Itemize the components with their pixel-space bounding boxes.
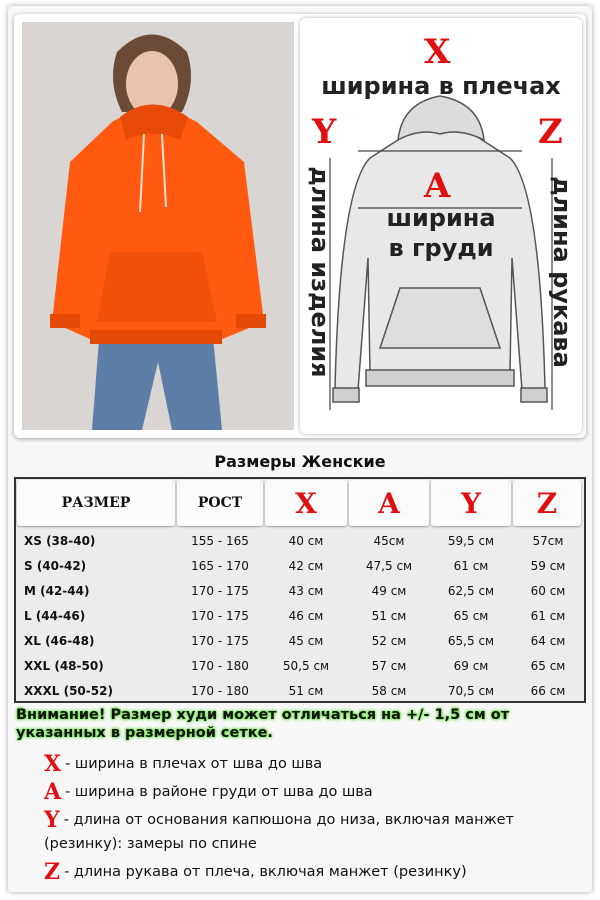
cell-z: 57см [532,533,564,548]
cell-x: 42 см [288,558,324,573]
cell-z: 64 см [530,633,566,648]
header-z: Z [513,480,581,526]
cell-y: 61 см [453,558,489,573]
size-notice-line1: Внимание! Размер худи может отличаться на +/- 1,5 см от [16,707,510,723]
cell-y: 62,5 см [447,583,495,598]
cell-height: 170 - 180 [191,658,249,673]
cell-size: XXL (48-50) [24,658,104,673]
cell-a: 57 см [371,658,407,673]
cell-height: 170 - 175 [191,608,249,623]
legend-item [44,860,584,884]
size-table [14,477,586,703]
table-row [16,678,584,703]
cell-z: 66 см [530,683,566,698]
legend-text: - длина от основания капюшона до низа, включая манжет (резинку): замеры по спине [44,812,515,852]
cell-y: 65,5 см [447,633,495,648]
legend-letter: Z [44,859,61,885]
legend-letter: X [44,751,62,777]
measurement-legend [44,752,584,888]
letter-x-label: X [424,32,451,72]
chest-label-line1: ширина [386,204,496,232]
cell-size: XL (46-48) [24,633,95,648]
chest-label-line2: в груди [388,234,494,262]
cell-a: 58 см [371,683,407,698]
header-a: A [349,480,429,526]
header-height: РОСТ [177,480,263,526]
cell-x: 43 см [288,583,324,598]
cell-a: 47,5 см [365,558,413,573]
cell-a: 51 см [371,608,407,623]
legend-item [44,780,584,804]
legend-item [44,808,584,856]
table-row [16,528,584,553]
cell-height: 170 - 175 [191,633,249,648]
cell-a: 49 см [371,583,407,598]
cell-y: 65 см [453,608,489,623]
cell-a: 52 см [371,633,407,648]
size-table-title: Размеры Женские [214,452,386,471]
cell-x: 45 см [288,633,324,648]
header-size: РАЗМЕР [17,480,175,526]
legend-item [44,752,584,776]
cell-height: 165 - 170 [191,558,249,573]
table-row [16,628,584,653]
size-notice [16,706,586,742]
cell-y: 59,5 см [447,533,495,548]
cell-height: 170 - 175 [191,583,249,598]
sleeve-label: длина рукава [548,176,576,368]
cell-height: 170 - 180 [191,683,249,698]
legend-text: - ширина в плечах от шва до шва [65,756,323,772]
letter-z-label: Z [538,112,563,152]
table-row [16,603,584,628]
cell-y: 69 см [453,658,489,673]
cell-z: 61 см [530,608,566,623]
legend-letter: Y [44,807,60,833]
letter-y-label: Y [312,112,337,152]
header-x: X [265,480,347,526]
table-row [16,653,584,678]
table-header [16,479,584,527]
cell-x: 46 см [288,608,324,623]
cell-size: L (44-46) [24,608,86,623]
table-row [16,578,584,603]
cell-z: 60 см [530,583,566,598]
measurement-diagram [300,18,582,434]
size-notice-line2: указанных в размерной сетке. [16,725,273,741]
letter-a-label: A [424,166,451,206]
cell-size: XXXL (50-52) [24,683,113,698]
cell-x: 51 см [288,683,324,698]
legend-text: - ширина в районе груди от шва до шва [65,784,373,800]
table-row [16,553,584,578]
cell-size: M (42-44) [24,583,90,598]
header-y: Y [431,480,511,526]
cell-z: 59 см [530,558,566,573]
cell-size: XS (38-40) [24,533,96,548]
shoulders-label: ширина в плечах [321,72,561,100]
table-body [16,528,584,703]
model-photo [22,22,294,430]
length-label: длина изделия [306,166,334,378]
cell-z: 65 см [530,658,566,673]
cell-size: S (40-42) [24,558,87,573]
cell-x: 50,5 см [282,658,330,673]
cell-height: 155 - 165 [191,533,249,548]
cell-y: 70,5 см [447,683,495,698]
cell-a: 45см [373,533,405,548]
cell-x: 40 см [288,533,324,548]
legend-letter: A [44,779,62,805]
legend-text: - длина рукава от плеча, включая манжет (резинку) [64,864,467,880]
